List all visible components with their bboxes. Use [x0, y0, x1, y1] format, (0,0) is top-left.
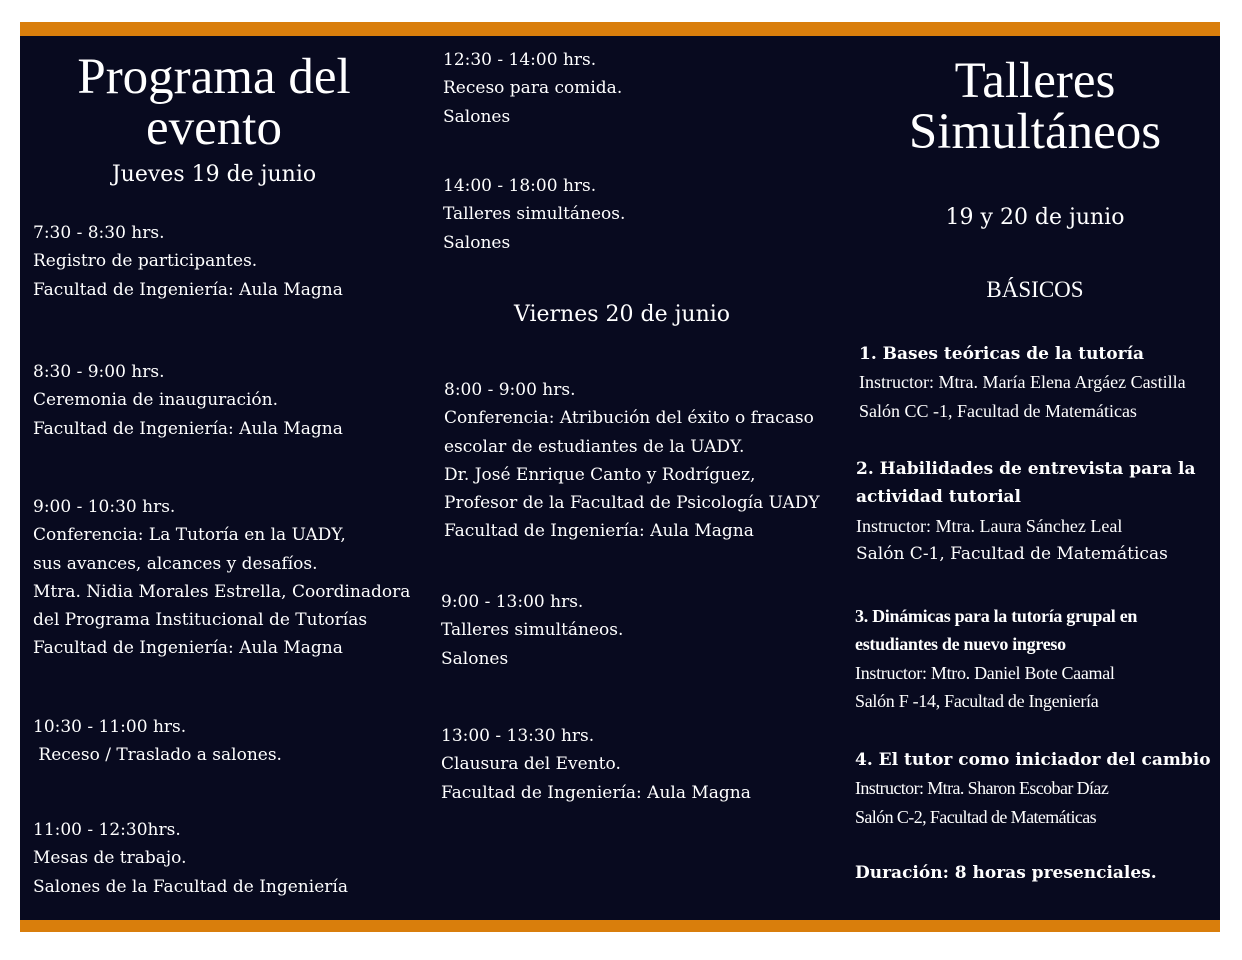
item-line: Registro de participantes.: [33, 251, 258, 272]
item-line: Salones: [441, 648, 509, 669]
workshop-instructor: Instructor: Mtra. María Elena Argáez Castilla: [859, 372, 1186, 393]
workshop-instructor: Instructor: Mtra. Laura Sánchez Leal: [856, 515, 1123, 536]
workshops-dates: 19 y 20 de junio: [945, 205, 1125, 230]
item-time: 8:00 - 9:00 hrs.: [444, 380, 576, 400]
day-heading-friday: Viernes 20 de junio: [513, 302, 731, 327]
program-title-line2: evento: [146, 100, 282, 156]
schedule-item: [33, 493, 410, 663]
item-line: Mesas de trabajo.: [33, 848, 187, 869]
item-line: Salones: [443, 106, 511, 127]
program-title: [33, 49, 395, 156]
item-line: escolar de estudiantes de la UADY.: [444, 436, 745, 457]
workshop-title: 2. Habilidades de entrevista para la: [856, 459, 1196, 479]
item-line: Receso / Traslado a salones.: [33, 745, 282, 766]
workshop-instructor: Instructor: Mtro. Daniel Bote Caamal: [855, 662, 1115, 683]
item-time: 13:00 - 13:30 hrs.: [441, 726, 595, 746]
item-line: sus avances, alcances y desafíos.: [33, 553, 318, 574]
workshop-location: Salón C-1, Facultad de Matemáticas: [856, 543, 1168, 564]
program-title-line1: Programa del: [77, 49, 351, 105]
item-line: Facultad de Ingeniería: Aula Magna: [33, 638, 343, 659]
item-line: Conferencia: Atribución del éxito o fracaso: [444, 408, 814, 429]
schedule-item: [443, 46, 622, 131]
item-line: del Programa Institucional de Tutorías: [33, 610, 368, 631]
item-line: Profesor de la Facultad de Psicología UADY: [444, 493, 820, 514]
workshop-location: Salón C-2, Facultad de Matemáticas: [855, 806, 1097, 827]
item-time: 9:00 - 13:00 hrs.: [441, 592, 584, 612]
item-line: Ceremonia de inauguración.: [33, 390, 278, 411]
item-line: Salones de la Facultad de Ingeniería: [33, 876, 348, 897]
workshop-item: [855, 602, 1137, 715]
workshop-location: Salón F -14, Facultad de Ingeniería: [855, 690, 1099, 711]
item-time: 9:00 - 10:30 hrs.: [33, 497, 176, 517]
item-line: Facultad de Ingeniería: Aula Magna: [33, 418, 343, 439]
item-time: 14:00 - 18:00 hrs.: [443, 176, 597, 196]
workshop-location: Salón CC -1, Facultad de Matemáticas: [859, 400, 1137, 421]
item-line: Receso para comida.: [443, 78, 623, 99]
item-time: 10:30 - 11:00 hrs.: [33, 717, 187, 737]
schedule-item: [441, 588, 623, 673]
schedule-item: [441, 722, 751, 807]
workshop-duration: Duración: 8 horas presenciales.: [855, 863, 1157, 883]
item-time: 12:30 - 14:00 hrs.: [443, 50, 597, 70]
schedule-item: [443, 172, 625, 257]
workshops-category: BÁSICOS: [986, 277, 1084, 302]
schedule-item: [33, 358, 343, 443]
day-heading-thursday: Jueves 19 de junio: [111, 162, 317, 187]
item-line: Clausura del Evento.: [441, 754, 621, 775]
schedule-item: [33, 713, 282, 770]
workshop-item: [855, 746, 1211, 831]
workshop-title: estudiantes de nuevo ingreso: [855, 634, 1066, 655]
workshop-instructor: Instructor: Mtra. Sharon Escobar Díaz: [855, 778, 1109, 799]
top-accent-bar: [20, 22, 1220, 36]
bottom-accent-bar: [20, 920, 1220, 932]
schedule-item: [33, 816, 348, 901]
workshops-title-line2: Simultáneos: [908, 104, 1162, 160]
item-line: Facultad de Ingeniería: Aula Magna: [444, 521, 754, 542]
item-line: Facultad de Ingeniería: Aula Magna: [33, 279, 343, 300]
workshop-title: 3. Dinámicas para la tutoría grupal en: [855, 606, 1138, 626]
schedule-item: [33, 219, 343, 304]
item-line: Salones: [443, 232, 511, 253]
workshops-title: [850, 53, 1220, 160]
brochure-panel: [20, 22, 1220, 932]
workshop-title: actividad tutorial: [856, 487, 1022, 508]
item-line: Talleres simultáneos.: [441, 620, 624, 641]
item-time: 11:00 - 12:30hrs.: [33, 820, 181, 840]
workshop-title: 4. El tutor como iniciador del cambio: [855, 750, 1211, 770]
item-time: 7:30 - 8:30 hrs.: [33, 223, 165, 243]
item-line: Conferencia: La Tutoría en la UADY,: [33, 525, 346, 546]
schedule-item: [444, 376, 820, 546]
item-line: Facultad de Ingeniería: Aula Magna: [441, 782, 751, 803]
item-time: 8:30 - 9:00 hrs.: [33, 362, 165, 382]
workshop-item: [856, 455, 1195, 568]
workshop-title: 1. Bases teóricas de la tutoría: [859, 344, 1145, 364]
item-line: Dr. José Enrique Canto y Rodríguez,: [444, 464, 756, 485]
workshop-item: [859, 340, 1186, 425]
item-line: Mtra. Nidia Morales Estrella, Coordinadora: [33, 581, 411, 602]
item-line: Talleres simultáneos.: [443, 204, 626, 225]
workshops-title-line1: Talleres: [954, 53, 1116, 109]
